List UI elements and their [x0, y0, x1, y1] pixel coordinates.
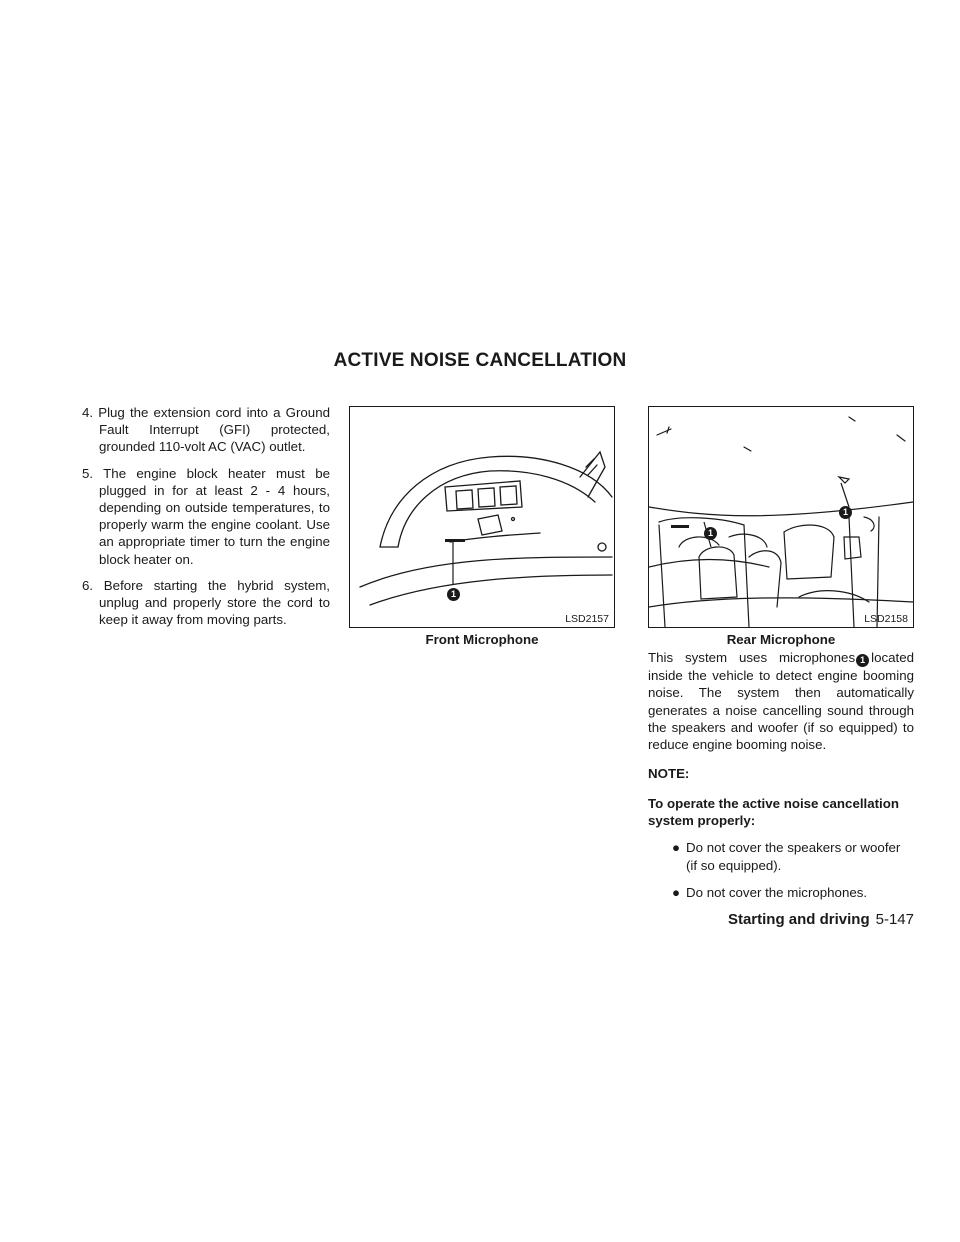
marker-1-icon: 1 — [856, 654, 869, 667]
page-number: 5-147 — [875, 911, 914, 928]
footer-section: Starting and driving — [727, 911, 870, 928]
bullet-icon: ● — [672, 840, 681, 856]
figure-code: LSD2157 — [565, 613, 609, 625]
callout-1a-icon: 1 — [704, 527, 717, 540]
callout-1-icon: 1 — [447, 588, 460, 601]
step-item: 5. The engine block heater must be plugged in for at least 2 - 4 hours, depending on outside temperatures, to properly warm the engine coolant. Use an appropriate timer to turn the engine block heater on. — [82, 465, 330, 567]
front-microphone-illustration — [350, 407, 614, 627]
step-item: 4. Plug the extension cord into a Ground Fault Interrupt (GFI) protected, grounded 110-volt AC (VAC) outlet. — [82, 405, 330, 455]
step-item: 6. Before starting the hybrid system, unplug and properly store the cord to keep it away from moving parts. — [82, 577, 330, 628]
bullet-icon: ● — [672, 884, 681, 900]
intro-text: This system uses microphones — [648, 650, 856, 665]
figure-code: LSD2158 — [864, 613, 908, 625]
intro-text-continued: located inside the vehicle to detect engine booming noise. The system then automatically generates a noise cancelling sound through the speakers and woofer (if so equipped) to reduce engine booming noise. — [648, 650, 914, 753]
steps-list — [82, 404, 330, 637]
section-title: ACTIVE NOISE CANCELLATION — [333, 350, 627, 371]
bullet-item — [648, 884, 914, 901]
figure-caption: Front Microphone — [425, 632, 539, 647]
front-microphone-figure — [349, 406, 615, 628]
bullet-item — [648, 839, 914, 874]
intro-paragraph — [648, 649, 914, 753]
rear-microphone-figure — [648, 406, 914, 628]
callout-1b-icon: 1 — [839, 506, 852, 519]
note-heading: NOTE: — [648, 766, 690, 782]
rear-microphone-illustration — [649, 407, 913, 627]
page-footer — [728, 911, 914, 928]
bullet-text: Do not cover the speakers or woofer (if so equipped). — [686, 840, 901, 873]
note-text: To operate the active noise cancellation system properly: — [648, 795, 899, 829]
bullet-text: Do not cover the microphones. — [686, 884, 868, 900]
figure-caption: Rear Microphone — [726, 632, 836, 647]
body-text — [648, 649, 914, 911]
